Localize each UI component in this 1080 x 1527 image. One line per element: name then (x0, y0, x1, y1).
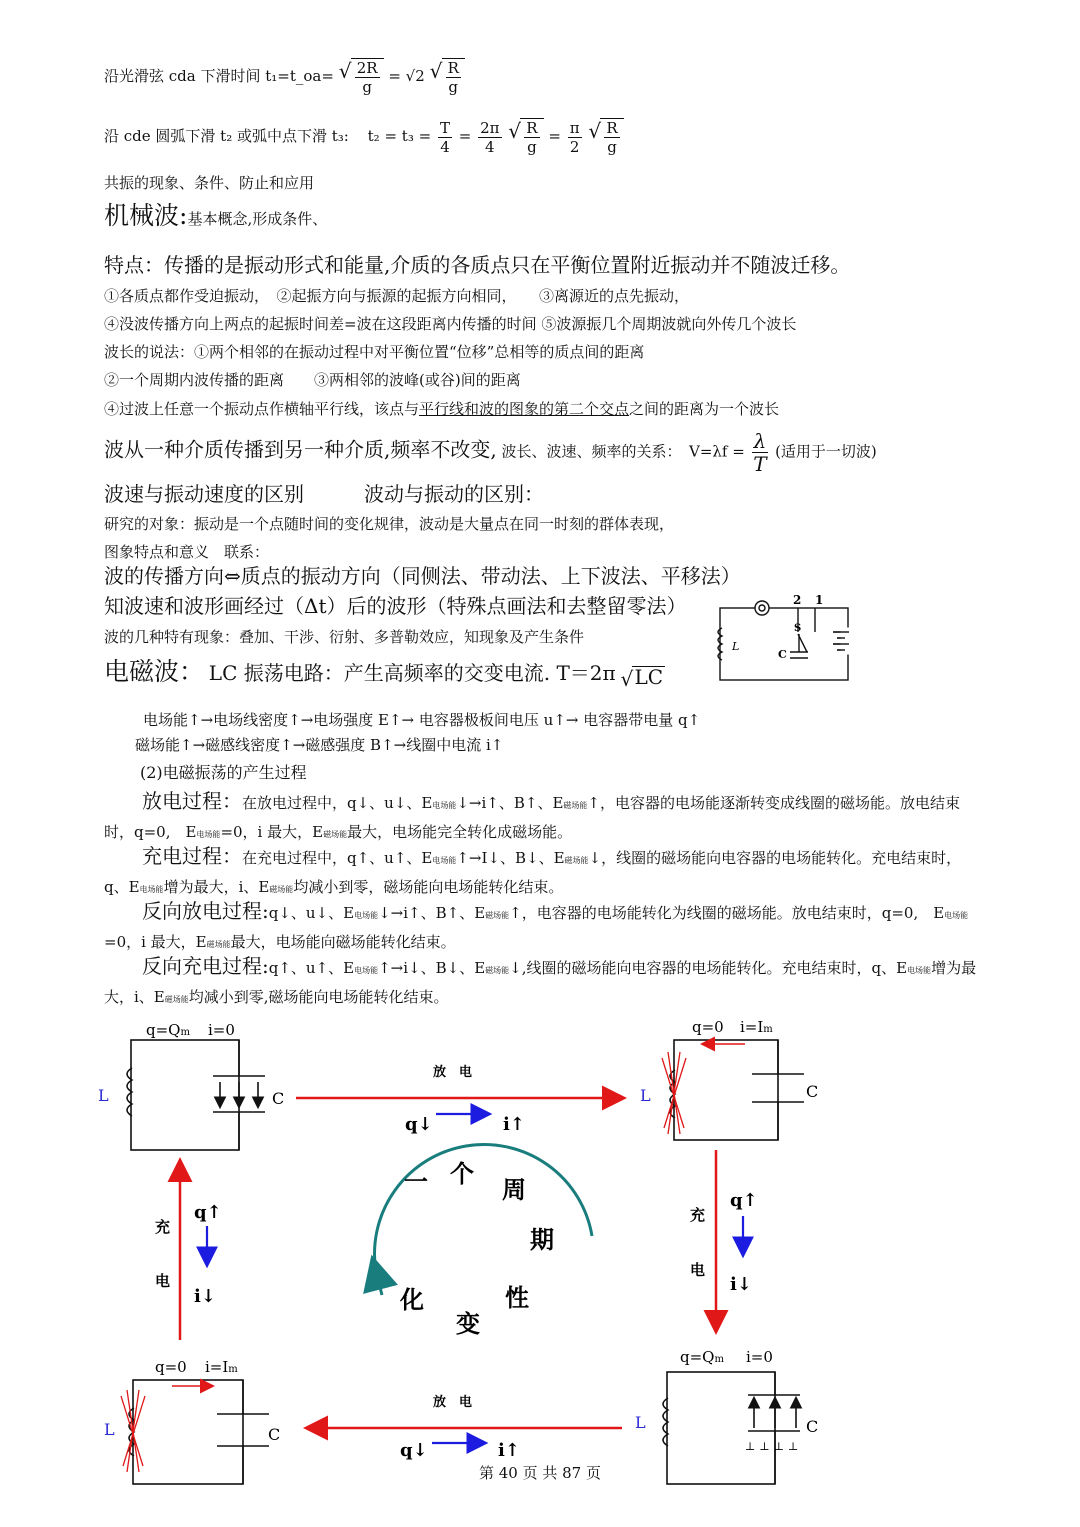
image-features: 图象特点和意义 联系： (104, 543, 270, 561)
discharge-paragraph: 放电过程：在放电过程中，q↓、u↓、E电场能↓→i↑、B↑、E磁场能↑，电容器的电场能逐渐转变成线圈的磁场能。放电结束时，q=0, E电场能=0，i 最大，E磁场能最大，电场能完全转化成磁场能。 (104, 789, 960, 841)
oscillation-process-title: (2)电磁振荡的产生过程 (140, 763, 307, 782)
page-footer: 第 40 页 共 87 页 (478, 1464, 601, 1482)
propagation-direction: 波的传播方向⇔质点的振动方向（同侧法、带动法、上下波法、平移法） (104, 564, 741, 588)
bl-state-i: i=Im (205, 1358, 238, 1376)
bl-label-l: L (104, 1420, 115, 1439)
reverse-discharge-paragraph: 反向放电过程:q↓、u↓、E电场能↓→i↑、B↑、E磁场能↑，电容器的电场能转化为线圈的磁场能。放电结束时，q=0, E电场能=0，i 最大，E磁场能最大，电场能向磁场能转化结束。 (104, 899, 969, 951)
switch-label-l: L (732, 640, 740, 653)
wave-phenomena: 波的几种特有现象：叠加、干涉、衍射、多普勒效应，知现象及产生条件 (104, 628, 585, 646)
tr-label-c: C (806, 1082, 819, 1101)
resonance-line: 共振的现象、条件、防止和应用 (104, 174, 315, 192)
waveform-after-dt: 知波速和波形画经过（Δt）后的波形（特殊点画法和去整留零法） (104, 594, 687, 618)
wavelength-def-2: ②一个周期内波传播的距离 ③两相邻的波峰(或谷)间的距离 (104, 371, 521, 389)
br-label-l: L (635, 1413, 646, 1432)
tl-state-i: i=0 (208, 1021, 235, 1039)
cycle-char-3: 周 (502, 1175, 526, 1204)
label-charge-left-1: 充 (155, 1218, 171, 1236)
tl-state-q: q=Qm (146, 1021, 190, 1039)
em-wave-heading: 电磁波： LC 振荡电路：产生高频率的交变电流. T＝2π √ LC (104, 662, 665, 687)
rq-up: q↑ (730, 1190, 758, 1211)
tq-down: q↓ (405, 1114, 433, 1135)
cycle-char-7: 化 (400, 1285, 424, 1314)
br-minus-charges: ⊥⊥⊥⊥ (745, 1440, 803, 1453)
cycle-char-4: 期 (530, 1225, 554, 1254)
formula-line-2: 沿 cde 圆弧下滑 t₂ 或弧中点下滑 t₃: t₂ = t₃ = $\frac{T}{4}$ = $\frac{2\pi}{4}$ √ $\frac{R}{g}$ = $\frac{\pi}{2}$ √ $\frac{R}{g}$ (104, 118, 624, 156)
bl-state-q: q=0 (155, 1358, 187, 1376)
charge-paragraph: 充电过程：在充电过程中，q↑、u↑、E电场能↑→I↓、B↓、E磁场能↓，线圈的磁场能向电容器的电场能转化。充电结束时，q、E电场能增为最大，i、E磁场能均减小到零，磁场能向电场能转化结束。 (104, 844, 962, 896)
ri-down: i↓ (730, 1274, 752, 1295)
reverse-charge-paragraph: 反向充电过程:q↑、u↑、E电场能↑→i↓、B↓、E磁场能↓,线圈的磁场能向电容器的电场能转化。充电结束时，q、E电场能增为最大，i、E磁场能均减小到零,磁场能向电场能转化结束。 (104, 954, 977, 1006)
lq-up: q↑ (194, 1202, 222, 1223)
tr-state-q: q=0 (692, 1018, 724, 1036)
mechanical-wave-heading: 机械波:基本概念,形成条件、 (104, 201, 328, 230)
br-label-c: C (806, 1417, 819, 1436)
lc-switch-circuit (712, 590, 857, 685)
wave-point-list-2: ④没波传播方向上两点的起振时间差=波在这段距离内传播的时间 ⑤波源振几个周期波就向外传几个波长 (104, 315, 797, 333)
difference-line: 波速与振动速度的区别 波动与振动的区别： (104, 482, 544, 506)
switch-label-2: 2 (793, 593, 802, 607)
tr-state-i: i=Im (740, 1018, 773, 1036)
bq-down: q↓ (400, 1440, 428, 1461)
label-charge-left-2: 电 (155, 1272, 171, 1290)
tl-label-c: C (272, 1089, 285, 1108)
label-discharge-top: 放 电 (433, 1065, 473, 1080)
formula-line-1: 沿光滑弦 cda 下滑时间 t₁=t_oa= √ $\frac{2R}{g}$ = √2 √ $\frac{R}{g}$ (104, 58, 465, 96)
br-state-i: i=0 (746, 1348, 773, 1366)
br-state-q: q=Qm (680, 1348, 724, 1366)
switch-label-1: 1 (815, 593, 824, 607)
wave-speed-relation: 波从一种介质传播到另一种介质,频率不改变, 波长、波速、频率的关系： V=λf = $\frac{\lambda}{T}$ (适用于一切波) (104, 429, 877, 476)
cycle-char-2: 个 (450, 1159, 474, 1188)
circuit-top-right (670, 1040, 804, 1140)
bi-up: i↑ (498, 1440, 520, 1461)
switch-label-s: S (794, 623, 802, 634)
magnetic-energy-chain: 磁场能↑→磁感线密度↑→磁感强度 B↑→线圈中电流 i↑ (135, 736, 504, 754)
switch-label-c: C (778, 648, 787, 661)
cycle-char-1: 一 (404, 1167, 428, 1196)
label-discharge-bottom: 放 电 (433, 1395, 473, 1410)
circuit-top-left (127, 1040, 265, 1150)
wavelength-def-3: ④过波上任意一个振动点作横轴平行线，该点与平行线和波的图象的第二个交点之间的距离为一个波长 (104, 400, 780, 418)
cycle-char-6: 变 (456, 1309, 480, 1338)
cycle-char-5: 性 (505, 1283, 529, 1312)
wavelength-def-1: 波长的说法：①两个相邻的在振动过程中对平衡位置“位移”总相等的质点间的距离 (104, 343, 645, 361)
line1-text: 沿光滑弦 cda 下滑时间 t₁=t_oa= (104, 67, 334, 85)
bl-label-c: C (268, 1425, 281, 1444)
label-charge-right-1: 充 (690, 1206, 706, 1224)
cycle-arrow (375, 1145, 592, 1272)
lc-oscillation-diagram (0, 1010, 1080, 1490)
wave-features: 特点：传播的是振动形式和能量,介质的各质点只在平衡位置附近振动并不随波迁移。 (104, 253, 851, 277)
ti-up: i↑ (503, 1114, 525, 1135)
li-down: i↓ (194, 1286, 216, 1307)
label-charge-right-2: 电 (690, 1261, 706, 1279)
electric-energy-chain: 电场能↑→电场线密度↑→电场强度 E↑→ 电容器极板间电压 u↑→ 电容器带电量 q↑ (143, 711, 701, 729)
tl-label-l: L (98, 1086, 109, 1105)
research-object: 研究的对象：振动是一个点随时间的变化规律，波动是大量点在同一时刻的群体表现， (104, 515, 675, 533)
wave-point-list-1: ①各质点都作受迫振动， ②起振方向与振源的起振方向相同， ③离源近的点先振动， (104, 287, 690, 305)
tr-label-l: L (640, 1086, 651, 1105)
